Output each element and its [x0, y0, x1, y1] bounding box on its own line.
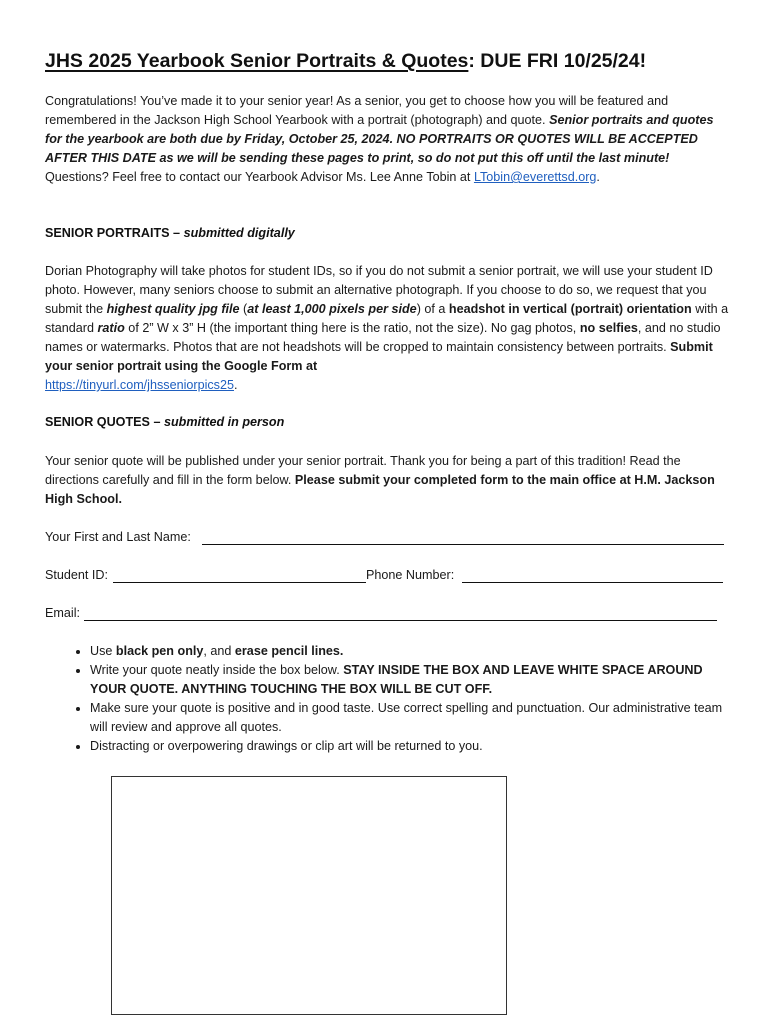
title-due-date: : DUE FRI 10/25/24!	[468, 50, 647, 72]
portraits-jpg-requirement: highest quality jpg file	[106, 302, 240, 316]
email-label: Email:	[45, 606, 80, 620]
google-form-link[interactable]: https://tinyurl.com/jhsseniorpics25	[45, 378, 234, 392]
portraits-paragraph	[45, 262, 730, 395]
portraits-heading-text: SENIOR PORTRAITS –	[45, 226, 184, 240]
bullet-text: , and	[203, 644, 235, 658]
phone-field[interactable]	[462, 582, 723, 583]
bullet-text: Use	[90, 644, 116, 658]
email-field[interactable]	[84, 620, 717, 621]
portraits-pixel-requirement: at least 1,000 pixels per side	[247, 302, 417, 316]
intro-text-4: .	[596, 170, 600, 184]
portraits-text-11: , and no studio names or watermarks. Photos that are not headshots will be cropped to maintain consistency between portraits.	[45, 321, 721, 354]
intro-text-3: Questions? Feel free to contact our Yearbook Advisor Ms. Lee Anne Tobin at	[45, 170, 474, 184]
quote-box[interactable]	[111, 776, 507, 1015]
title-underlined: JHS 2025 Yearbook Senior Portraits & Quotes	[45, 50, 469, 72]
portraits-text-9: of 2” W x 3” H (the important thing here is the ratio, not the size). No gag photos,	[124, 321, 580, 335]
intro-text-1: Congratulations! You’ve made it to your senior year! As a senior, you get to choose how you will be featured and remembered in the Jackson High School Yearbook with a portrait (photograph) and quote.	[45, 94, 669, 127]
name-label: Your First and Last Name:	[45, 530, 191, 544]
bullet-bold-text: black pen only	[115, 644, 204, 658]
quotes-submit-instruction: Please submit your completed form to the main office at H.M. Jackson High School.	[45, 473, 715, 506]
portraits-text-7: with a standard	[45, 302, 729, 335]
list-item	[90, 699, 740, 737]
bullet-text: Make sure your quote is positive and in good taste. Use correct spelling and punctuation. Our administrative team will review and approve all quotes.	[90, 701, 723, 734]
bullet-bold-text: STAY INSIDE THE BOX AND LEAVE WHITE SPACE AROUND YOUR QUOTE. ANYTHING TOUCHING THE BOX WILL BE CUT OFF.	[90, 663, 703, 696]
quotes-heading	[45, 415, 284, 429]
portraits-submit-instruction: Submit your senior portrait using the Google Form at	[45, 340, 713, 373]
page-title	[45, 50, 745, 73]
list-item	[90, 642, 740, 661]
quotes-heading-italic: submitted in person	[163, 415, 285, 429]
name-field[interactable]	[202, 544, 724, 545]
quotes-heading-text: SENIOR QUOTES –	[45, 415, 164, 429]
portraits-heading-italic: submitted digitally	[183, 226, 295, 240]
intro-paragraph	[45, 92, 730, 187]
bullet-text: Write your quote neatly inside the box below.	[90, 663, 344, 677]
list-item	[90, 661, 740, 699]
student-id-field[interactable]	[113, 582, 366, 583]
quotes-paragraph	[45, 452, 730, 509]
portraits-text-3: (	[239, 302, 248, 316]
phone-label: Phone Number:	[366, 568, 455, 582]
bullet-bold-text: erase pencil lines.	[234, 644, 344, 658]
portraits-text-5: ) of a	[416, 302, 449, 316]
portraits-heading	[45, 226, 295, 240]
portraits-text-13: .	[234, 378, 238, 392]
advisor-email-link[interactable]: LTobin@everettsd.org	[473, 170, 597, 184]
intro-deadline-text: Senior portraits and quotes for the yearbook are both due by Friday, October 25, 2024. NO PORTRAITS OR QUOTES WILL BE ACCEPTED AFTER THIS DATE as we will be sending these pages to print, so do not put this off until the last minute!	[45, 113, 714, 165]
portraits-text-1: Dorian Photography will take photos for student IDs, so if you do not submit a senior portrait, we will use your student ID photo. However, many seniors choose to submit an alternative photograph. If you choose to do so, we request that you submit the	[45, 264, 713, 316]
list-item	[90, 737, 740, 756]
quotes-text-1: Your senior quote will be published under your senior portrait. Thank you for being a part of this tradition! Read the directions carefully and fill in the form below.	[45, 454, 681, 487]
portraits-orientation: headshot in vertical (portrait) orientation	[448, 302, 692, 316]
portraits-ratio: ratio	[97, 321, 125, 335]
portraits-no-selfies: no selfies	[579, 321, 638, 335]
bullet-text: Distracting or overpowering drawings or clip art will be returned to you.	[90, 739, 483, 753]
instructions-list	[64, 642, 740, 756]
student-id-label: Student ID:	[45, 568, 109, 582]
